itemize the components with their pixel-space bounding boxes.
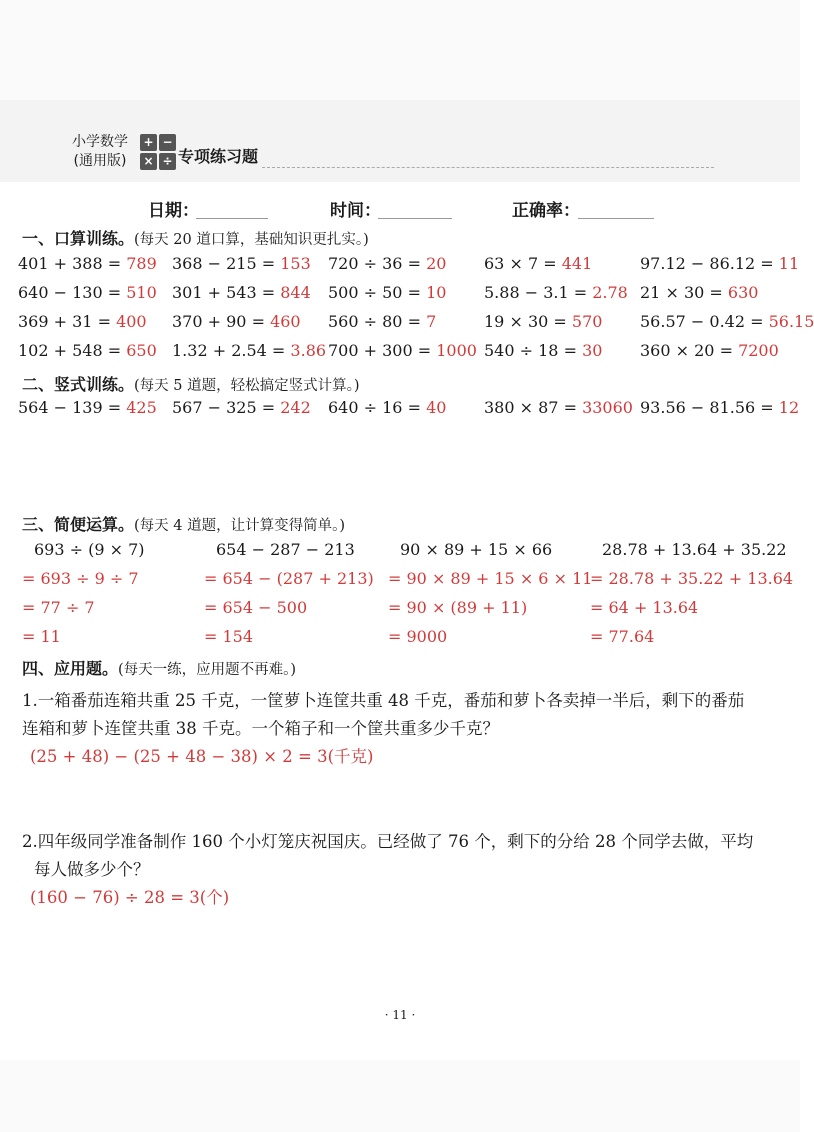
section-simplify	[22, 512, 345, 535]
vertical-question: 380 × 87 =	[484, 398, 577, 417]
oral-question: 560 ÷ 80 =	[328, 312, 421, 331]
vertical-item	[640, 398, 799, 417]
simplify-step: = 654 − (287 + 213)	[204, 569, 374, 588]
oral-item	[640, 283, 758, 302]
oral-question: 370 + 90 =	[172, 312, 265, 331]
subject-title: 专项练习题	[178, 147, 259, 166]
oral-question: 360 × 20 =	[640, 341, 733, 360]
section-title: 一、口算训练。	[22, 229, 135, 248]
problem-1-line-2: 连箱和萝卜连筐共重 38 千克。一个箱子和一个筐共重多少千克？	[22, 719, 499, 738]
oral-answer: 789	[126, 254, 157, 273]
oral-question: 640 − 130 =	[18, 283, 122, 302]
oral-item	[640, 341, 779, 360]
simplify-question: 90 × 89 + 15 × 66	[400, 540, 553, 559]
minus-icon: −	[159, 134, 176, 151]
series-label	[72, 133, 128, 171]
oral-question: 97.12 − 86.12 =	[640, 254, 774, 273]
oral-question: 540 ÷ 18 =	[484, 341, 577, 360]
problem-1-answer: (25 + 48) − (25 + 48 − 38) × 2 = 3(千克)	[30, 747, 374, 766]
section-title: 四、应用题。	[22, 659, 119, 678]
oral-item	[172, 254, 311, 273]
simplify-step: = 77.64	[590, 627, 655, 646]
vertical-answer: 12	[778, 398, 800, 417]
oral-answer: 30	[582, 341, 603, 360]
vertical-question: 640 ÷ 16 =	[328, 398, 421, 417]
oral-item	[640, 254, 799, 273]
oral-item	[484, 283, 628, 302]
section-note: (每天 5 道题，轻松搞定竖式计算。)	[134, 378, 360, 394]
simplify-step: = 11	[22, 627, 61, 646]
oral-question: 63 × 7 =	[484, 254, 557, 273]
time-label: 时间：	[330, 201, 381, 221]
oral-answer: 570	[571, 312, 603, 331]
series-line-2: (通用版)	[73, 153, 127, 169]
oral-question: 401 + 388 =	[18, 254, 122, 273]
oral-answer: 3.86	[290, 341, 327, 360]
oral-question: 19 × 30 =	[484, 312, 567, 331]
simplify-question: 28.78 + 13.64 + 35.22	[602, 540, 787, 559]
vertical-answer: 242	[280, 398, 311, 417]
page-number: · 11 ·	[384, 1008, 416, 1022]
accuracy-field[interactable]	[578, 218, 654, 219]
oral-item	[328, 312, 436, 331]
oral-item	[172, 283, 311, 302]
vertical-item	[18, 398, 157, 417]
oral-item	[328, 283, 446, 302]
oral-question: 102 + 548 =	[18, 341, 122, 360]
oral-item	[640, 312, 814, 331]
oral-answer: 7200	[738, 341, 779, 360]
simplify-step: = 90 × (89 + 11)	[388, 598, 528, 617]
oral-answer: 7	[426, 312, 437, 331]
oral-item	[18, 312, 147, 331]
simplify-step: = 28.78 + 35.22 + 13.64	[590, 569, 794, 588]
oral-item	[484, 341, 602, 360]
oral-question: 56.57 − 0.42 =	[640, 312, 764, 331]
oral-answer: 11	[778, 254, 800, 273]
bottom-margin	[0, 1060, 800, 1132]
oral-question: 369 + 31 =	[18, 312, 111, 331]
section-note: (每天一练，应用题不再难。)	[118, 662, 297, 678]
date-label: 日期：	[148, 201, 199, 221]
oral-answer: 510	[126, 283, 157, 302]
operators-logo	[140, 134, 176, 170]
oral-question: 21 × 30 =	[640, 283, 723, 302]
oral-answer: 2.78	[592, 283, 628, 302]
vertical-question: 567 − 325 =	[172, 398, 276, 417]
oral-answer: 400	[116, 312, 147, 331]
simplify-step: = 654 − 500	[204, 598, 308, 617]
section-note: (每天 4 道题，让计算变得简单。)	[134, 518, 346, 534]
problem-2-line-1: 2.四年级同学准备制作 160 个小灯笼庆祝国庆。已经做了 76 个，剩下的分给 28 个同学去做，平均	[22, 832, 754, 851]
simplify-question: 693 ÷ (9 × 7)	[34, 540, 145, 559]
oral-question: 700 + 300 =	[328, 341, 432, 360]
oral-item	[484, 254, 592, 273]
time-field[interactable]	[378, 218, 452, 219]
simplify-step: = 64 + 13.64	[590, 598, 699, 617]
oral-question: 1.32 + 2.54 =	[172, 341, 286, 360]
vertical-answer: 425	[126, 398, 157, 417]
oral-answer: 650	[126, 341, 157, 360]
date-field[interactable]	[196, 218, 268, 219]
oral-answer: 10	[426, 283, 447, 302]
oral-answer: 460	[270, 312, 301, 331]
section-vertical	[22, 372, 360, 395]
oral-item	[172, 341, 326, 360]
oral-answer: 441	[561, 254, 593, 273]
header-divider	[262, 167, 714, 168]
oral-answer: 56.15	[768, 312, 814, 331]
vertical-item	[172, 398, 311, 417]
times-icon: ×	[140, 153, 157, 170]
section-oral	[22, 226, 369, 249]
section-title: 二、竖式训练。	[22, 375, 135, 394]
oral-item	[328, 341, 477, 360]
oral-answer: 844	[280, 283, 311, 302]
simplify-step: = 154	[204, 627, 254, 646]
vertical-answer: 40	[426, 398, 447, 417]
problem-1-line-1: 1.一箱番茄连箱共重 25 千克，一筐萝卜连筐共重 48 千克，番茄和萝卜各卖掉一半后，剩下的番茄	[22, 691, 745, 710]
plus-icon: +	[140, 134, 157, 151]
vertical-question: 564 − 139 =	[18, 398, 122, 417]
problem-2-answer: (160 − 76) ÷ 28 = 3(个)	[30, 888, 230, 907]
oral-answer: 630	[727, 283, 759, 302]
accuracy-label: 正确率：	[512, 201, 580, 221]
vertical-item	[328, 398, 446, 417]
simplify-question: 654 − 287 − 213	[216, 540, 355, 559]
simplify-step: = 9000	[388, 627, 448, 646]
simplify-step: = 90 × 89 + 15 × 6 × 11	[388, 569, 593, 588]
oral-answer: 20	[426, 254, 447, 273]
simplify-step: = 77 ÷ 7	[22, 598, 95, 617]
oral-item	[484, 312, 602, 331]
section-note: (每天 20 道口算，基础知识更扎实。)	[134, 232, 369, 248]
top-margin	[0, 0, 800, 100]
oral-question: 500 ÷ 50 =	[328, 283, 421, 302]
oral-question: 5.88 − 3.1 =	[484, 283, 588, 302]
oral-answer: 153	[280, 254, 311, 273]
vertical-item	[484, 398, 633, 417]
vertical-question: 93.56 − 81.56 =	[640, 398, 774, 417]
section-word-problems	[22, 656, 296, 679]
oral-question: 720 ÷ 36 =	[328, 254, 421, 273]
oral-item	[18, 283, 157, 302]
oral-item	[18, 341, 157, 360]
oral-item	[328, 254, 446, 273]
problem-2-line-2: 每人做多少个？	[34, 860, 150, 879]
oral-question: 301 + 543 =	[172, 283, 276, 302]
section-title: 三、简便运算。	[22, 515, 135, 534]
series-line-1: 小学数学	[72, 134, 128, 150]
vertical-answer: 33060	[582, 398, 633, 417]
oral-item	[18, 254, 157, 273]
simplify-step: = 693 ÷ 9 ÷ 7	[22, 569, 139, 588]
oral-answer: 1000	[436, 341, 477, 360]
oral-question: 368 − 215 =	[172, 254, 276, 273]
oral-item	[172, 312, 301, 331]
divide-icon: ÷	[159, 153, 176, 170]
